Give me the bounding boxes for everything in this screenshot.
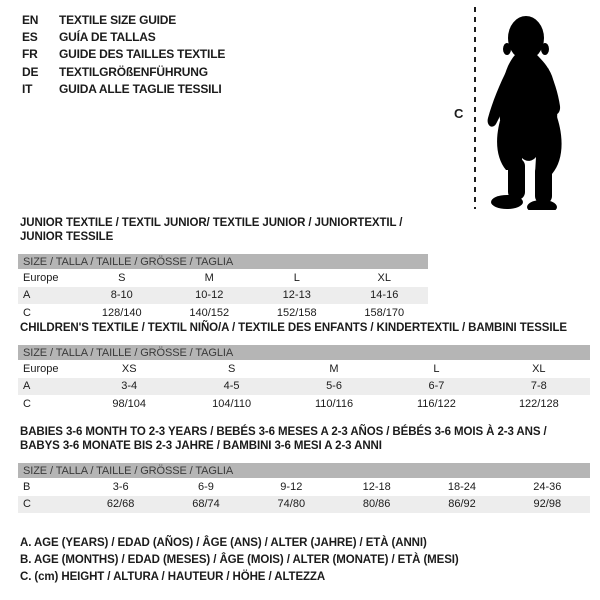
section-title-line: BABIES 3-6 MONTH TO 2-3 YEARS / BEBÉS 3-6 MESES A 2-3 AÑOS / BÉBÉS 3-6 MOIS À 2-3 ANS / (20, 426, 547, 438)
table-row (18, 269, 428, 287)
height-measure-line (474, 7, 476, 209)
size-cell: M (329, 362, 339, 375)
size-cell: 158/170 (364, 306, 405, 319)
size-header-bar: SIZE / TALLA / TAILLE / GRÖSSE / TAGLIA (18, 345, 590, 360)
size-cell: 128/140 (101, 306, 142, 319)
table-row (18, 304, 428, 322)
section-title-line: JUNIOR TEXTILE / TEXTIL JUNIOR/ TEXTILE JUNIOR / JUNIORTEXTIL / JUNIOR TESSILE (20, 217, 403, 243)
table-row (18, 395, 590, 413)
size-cell: 18-24 (447, 480, 477, 493)
size-cell: 68/74 (192, 498, 220, 511)
size-cell: 110/116 (314, 397, 354, 410)
size-cell: XS (121, 362, 137, 375)
section-title (20, 216, 428, 244)
size-cell: 116/122 (416, 397, 456, 410)
section-title (20, 425, 590, 453)
footnote: A. AGE (YEARS) / EDAD (AÑOS) / ÂGE (ANS) / ALTER (JAHRE) / ETÀ (ANNI) (20, 537, 427, 549)
size-cell: 3-6 (112, 480, 129, 493)
language-code: EN (22, 12, 39, 27)
baby-silhouette-icon (478, 8, 574, 210)
table-row (18, 287, 428, 305)
language-label: GUÍA DE TALLAS (59, 29, 156, 44)
size-cell: 3-4 (121, 380, 138, 393)
size-cell: L (293, 271, 300, 284)
size-cell: 80/86 (362, 498, 391, 511)
section-title-line: BABYS 3-6 MONATE BIS 2-3 JAHRE / BAMBINI 3-6 MESI A 2-3 ANNI (20, 440, 382, 452)
size-cell: L (433, 362, 440, 375)
size-cell: 6-7 (428, 380, 445, 393)
language-item (22, 46, 225, 63)
row-label: C (23, 397, 31, 410)
language-label: TEXTILE SIZE GUIDE (59, 12, 177, 27)
size-cell: 12-18 (362, 480, 391, 493)
size-cell: 7-8 (530, 380, 547, 393)
row-label: C (23, 498, 31, 511)
size-cell: 86/92 (448, 498, 476, 511)
language-list (22, 11, 225, 97)
row-label: A (23, 289, 31, 302)
size-table-section-babies (18, 425, 590, 513)
size-cell: 152/158 (276, 306, 317, 319)
size-cell: 74/80 (277, 498, 306, 511)
language-item (22, 11, 225, 28)
table-row (18, 478, 590, 496)
size-cell: 8-10 (110, 289, 133, 302)
language-code: FR (22, 47, 38, 62)
size-cell: 140/152 (189, 306, 230, 319)
size-cell: 6-9 (198, 480, 214, 493)
language-item (22, 63, 225, 80)
height-measure-label: C (454, 106, 464, 121)
table-row (18, 360, 590, 378)
size-cell: 92/98 (533, 498, 562, 511)
size-cell: 4-5 (223, 380, 240, 393)
footnote: C. (cm) HEIGHT / ALTURA / HAUTEUR / HÖHE / ALTEZZA (20, 570, 326, 583)
language-item (22, 28, 225, 45)
size-cell: 104/110 (212, 397, 252, 410)
section-title (20, 321, 590, 335)
size-table-section-children (18, 321, 590, 413)
language-code: DE (22, 64, 39, 79)
table-row (18, 378, 590, 396)
footnotes (20, 535, 459, 585)
row-label: Europe (23, 362, 59, 375)
size-cell: 98/104 (112, 397, 147, 410)
size-cell: 24-36 (533, 480, 562, 493)
footnote: B. AGE (MONTHS) / EDAD (MESES) / ÂGE (MOIS) / ALTER (MONATE) / ETÀ (MESI) (20, 553, 459, 566)
size-cell: 5-6 (326, 380, 342, 393)
language-label: GUIDA ALLE TAGLIE TESSILI (59, 81, 222, 96)
row-label: B (23, 480, 31, 493)
language-label: TEXTILGRÖßENFÜHRUNG (59, 64, 208, 79)
size-cell: 12-13 (282, 289, 311, 302)
size-table-section-junior (18, 216, 428, 322)
size-cell: 14-16 (370, 289, 399, 302)
row-label: Europe (23, 271, 59, 284)
size-header-bar: SIZE / TALLA / TAILLE / GRÖSSE / TAGLIA (18, 254, 428, 269)
section-title-line: CHILDREN'S TEXTILE / TEXTIL NIÑO/A / TEXTILE DES ENFANTS / KINDERTEXTIL / BAMBINI TESSILE (20, 322, 567, 334)
size-cell: 62/68 (106, 498, 135, 511)
size-cell: 10-12 (195, 289, 224, 302)
language-label: GUIDE DES TAILLES TEXTILE (59, 47, 226, 62)
size-cell: 9-12 (280, 480, 303, 493)
row-label: C (23, 306, 31, 319)
size-cell: XL (532, 362, 546, 375)
language-item (22, 80, 225, 97)
size-cell: XL (377, 271, 391, 284)
row-label: A (23, 380, 31, 393)
size-cell: S (227, 362, 236, 375)
language-code: ES (22, 29, 38, 44)
size-cell: 122/128 (518, 397, 559, 410)
size-header-bar: SIZE / TALLA / TAILLE / GRÖSSE / TAGLIA (18, 463, 590, 478)
size-cell: S (118, 271, 126, 284)
table-row (18, 496, 590, 514)
size-cell: M (204, 271, 214, 284)
language-code: IT (22, 81, 33, 96)
